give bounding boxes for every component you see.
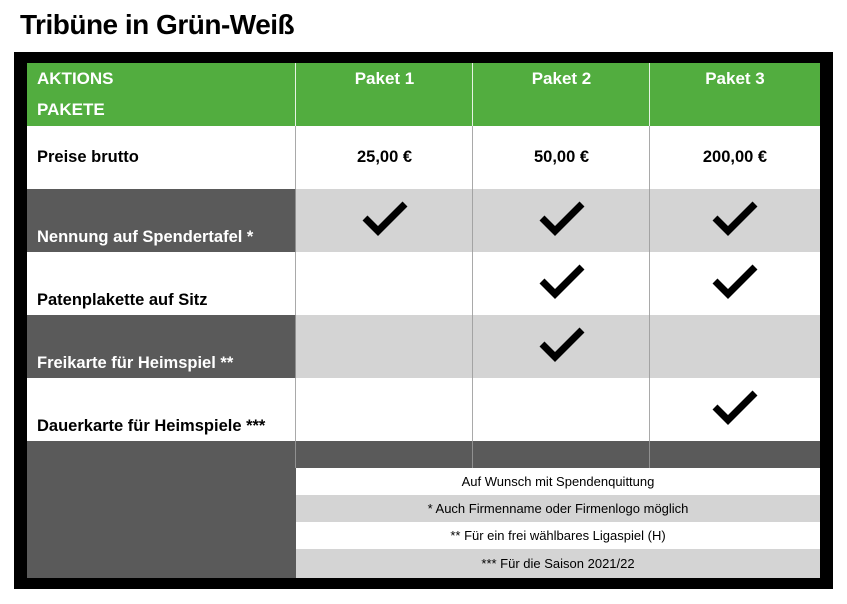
column-divider (295, 63, 296, 126)
feature-cell (650, 378, 820, 441)
feature-label-patenplakette: Patenplakette auf Sitz (27, 252, 296, 315)
footer-spacer (296, 441, 473, 468)
checkmark-icon (711, 262, 759, 300)
header-corner-line1: AKTIONS (27, 63, 296, 94)
note-saison: *** Für die Saison 2021/22 (296, 549, 820, 578)
checkmark-icon (711, 199, 759, 237)
checkmark-icon (538, 199, 586, 237)
column-divider (649, 63, 650, 126)
page-title: Tribüne in Grün-Weiß (20, 9, 295, 40)
feature-cell (296, 378, 473, 441)
feature-cell (650, 189, 820, 252)
feature-label-freikarte: Freikarte für Heimspiel ** (27, 315, 296, 378)
note-spendenquittung: Auf Wunsch mit Spendenquittung (296, 468, 820, 495)
feature-cell (650, 315, 820, 378)
header-package-3: Paket 3 (650, 63, 820, 94)
feature-label-spendertafel: Nennung auf Spendertafel * (27, 189, 296, 252)
footer-label-block (27, 441, 296, 578)
feature-cell (296, 252, 473, 315)
checkmark-icon (538, 262, 586, 300)
header-package-2: Paket 2 (473, 63, 650, 94)
feature-label-dauerkarte: Dauerkarte für Heimspiele *** (27, 378, 296, 441)
price-package-1: 25,00 € (296, 126, 473, 189)
feature-cell (473, 252, 650, 315)
feature-cell (473, 315, 650, 378)
note-firmenname: * Auch Firmenname oder Firmenlogo möglich (296, 495, 820, 522)
price-package-2: 50,00 € (473, 126, 650, 189)
footer-spacer (650, 441, 820, 468)
price-package-3: 200,00 € (650, 126, 820, 189)
checkmark-icon (361, 199, 409, 237)
note-ligaspiel: ** Für ein frei wählbares Ligaspiel (H) (296, 522, 820, 549)
feature-cell (473, 189, 650, 252)
feature-cell (296, 315, 473, 378)
column-divider (295, 126, 296, 468)
feature-cell (473, 378, 650, 441)
column-divider (472, 126, 473, 468)
column-divider (649, 126, 650, 468)
header-package-1: Paket 1 (296, 63, 473, 94)
feature-cell (650, 252, 820, 315)
checkmark-icon (538, 325, 586, 363)
footer-spacer (473, 441, 650, 468)
header-spacer (296, 94, 473, 126)
column-divider (472, 63, 473, 126)
package-table (27, 63, 820, 578)
price-label: Preise brutto (27, 126, 296, 189)
feature-cell (296, 189, 473, 252)
checkmark-icon (711, 388, 759, 426)
header-corner-line2: PAKETE (27, 94, 296, 126)
header-spacer (650, 94, 820, 126)
header-spacer (473, 94, 650, 126)
